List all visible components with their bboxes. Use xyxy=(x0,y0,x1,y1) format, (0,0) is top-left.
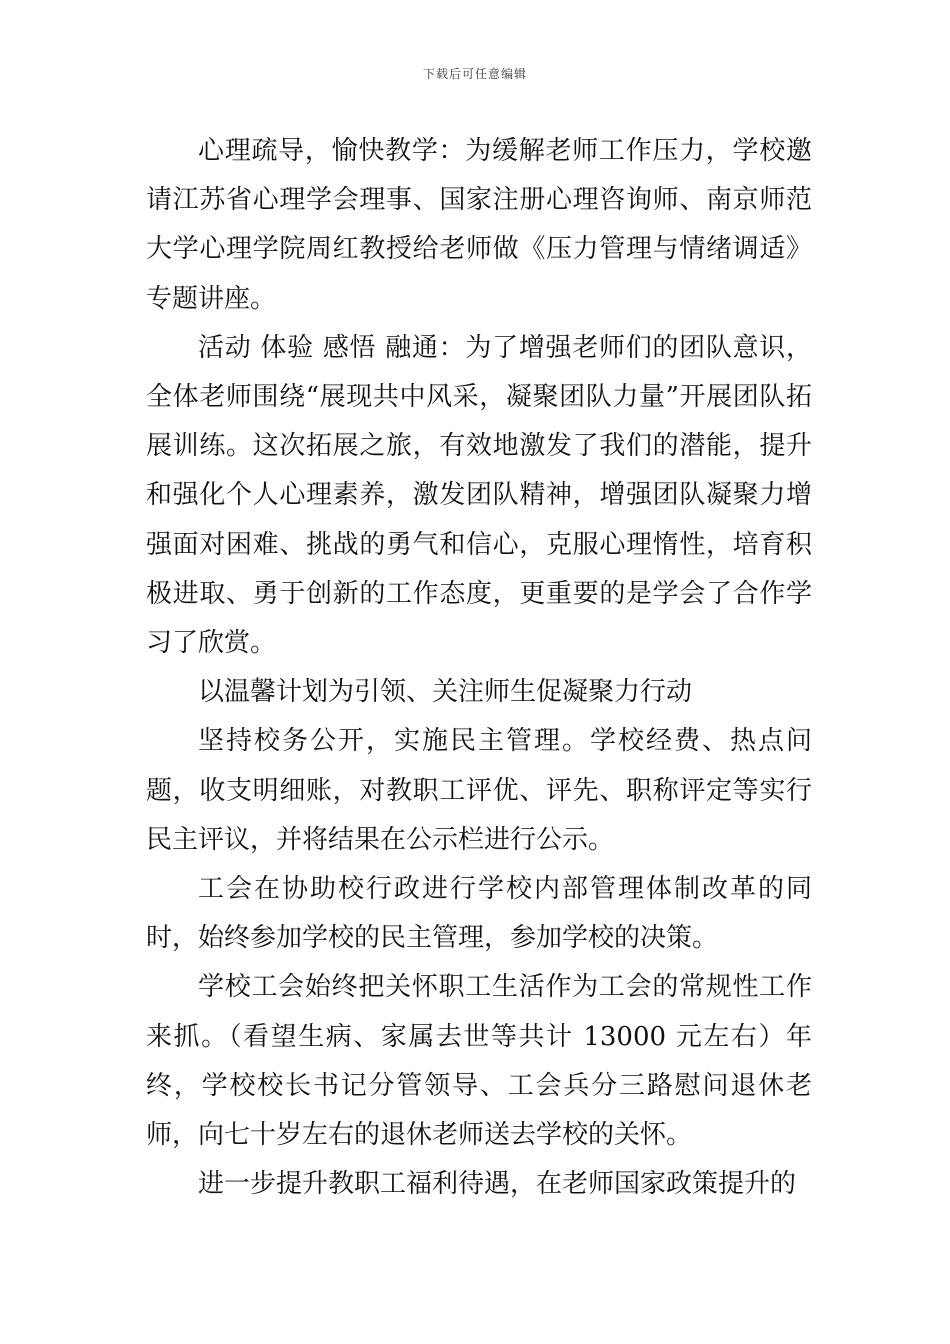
paragraph-staff-care: 学校工会始终把关怀职工生活作为工会的常规性工作来抓。（看望生病、家属去世等共计 13000 元左右）年终，学校校长书记分管领导、工会兵分三路慰问退休老师，向七十岁左右的退休老师送去学校的关怀。 xyxy=(146,972,812,1151)
paragraph-school-affairs-disclosure: 坚持校务公开，实施民主管理。学校经费、热点问题，收支明细账，对教职工评优、评先、职称评定等实行民主评议，并将结果在公示栏进行公示。 xyxy=(146,726,812,855)
paragraph-welfare: 进一步提升教职工福利待遇，在老师国家政策提升的 xyxy=(198,1169,797,1200)
paragraph-psychological-counseling: 心理疏导，愉快教学：为缓解老师工作压力，学校邀请江苏省心理学会理事、国家注册心理咨询师、南京师范大学心理学院周红教授给老师做《压力管理与情绪调适》专题讲座。 xyxy=(146,136,812,314)
paragraph-warm-plan-heading: 以温馨计划为引领、关注师生促凝聚力行动 xyxy=(198,677,693,708)
document-body xyxy=(146,127,812,1209)
paragraph-team-activity: 活动 体验 感悟 融通：为了增强老师们的团队意识，全体老师围绕“展现共中风采，凝聚团队力量”开展团队拓展训练。这次拓展之旅，有效地激发了我们的潜能，提升和强化个人心理素养，激发团队精神，增强团队凝聚力增强面对困难、挑战的勇气和信心，克服心理惰性，培育积极进取、勇于创新的工作态度，更重要的是学会了合作学习了欣赏。 xyxy=(146,332,812,659)
paragraph-union-management: 工会在协助校行政进行学校内部管理体制改革的同时，始终参加学校的民主管理，参加学校的决策。 xyxy=(146,874,812,954)
page-header: 下载后可任意编辑 xyxy=(422,67,527,81)
